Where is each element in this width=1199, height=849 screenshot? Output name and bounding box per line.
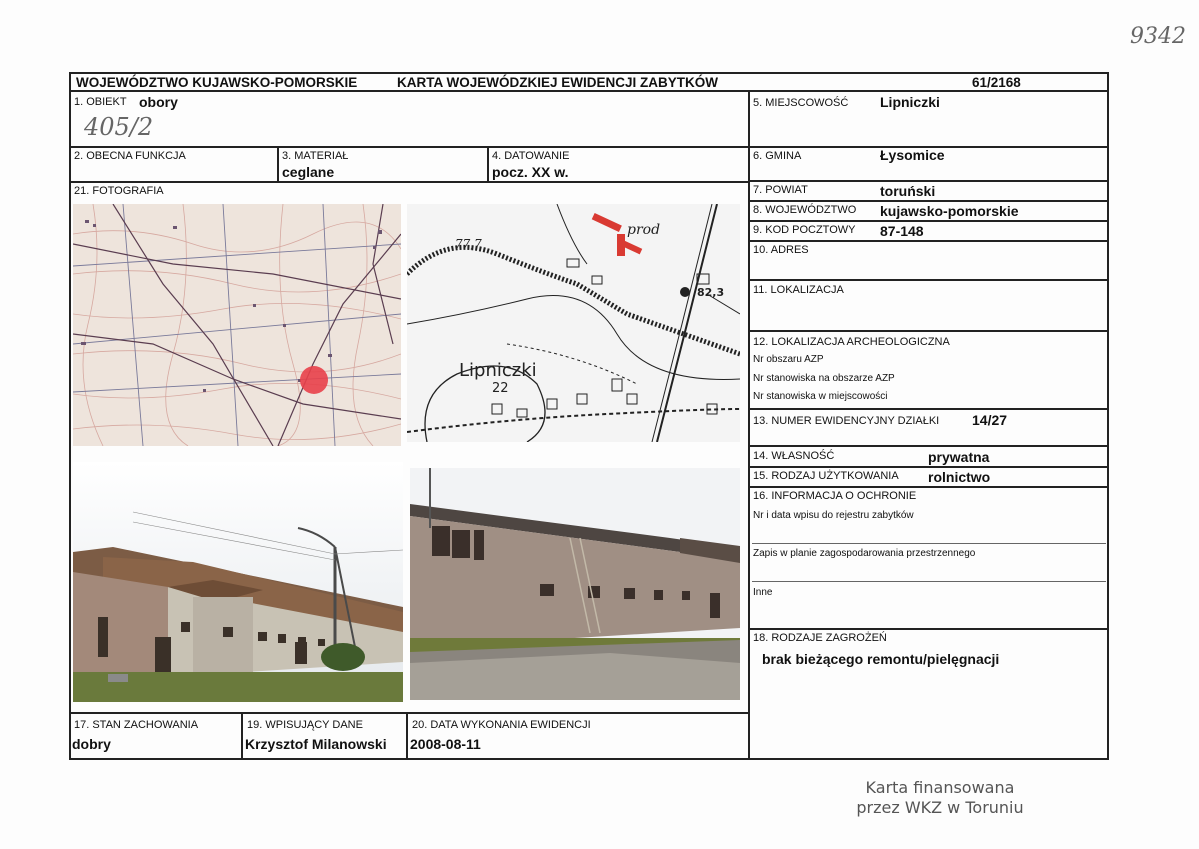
photo-barn-perspective — [73, 462, 403, 702]
wlasnosc-value: prywatna — [928, 449, 990, 465]
datowanie-label: 4. DATOWANIE — [492, 150, 570, 162]
stan-value: dobry — [72, 736, 111, 752]
kod-value: 87-148 — [880, 223, 924, 239]
obiekt-label: 1. OBIEKT — [74, 96, 127, 108]
stamp-line-1: Karta finansowana — [865, 778, 1015, 797]
ochrona-label: 16. INFORMACJA O OCHRONIE — [753, 490, 917, 502]
funkcja-label: 2. OBECNA FUNKCJA — [74, 150, 186, 162]
data-label: 20. DATA WYKONANIA EWIDENCJI — [412, 719, 591, 731]
ochrona-rejestr: Nr i data wpisu do rejestru zabytków — [753, 510, 914, 521]
stamp-line-2: przez WKZ w Toruniu — [856, 798, 1024, 817]
miejscowosc-value: Lipniczki — [880, 94, 940, 110]
topographic-map-overview — [73, 204, 401, 446]
card-number: 61/2168 — [972, 75, 1021, 90]
uzytkowanie-value: rolnictwo — [928, 469, 991, 485]
powiat-value: toruński — [880, 183, 936, 199]
zagrozenia-value: brak bieżącego remontu/pielęgnacji — [762, 651, 1000, 667]
kod-label: 9. KOD POCZTOWY — [753, 224, 856, 236]
adres-label: 10. ADRES — [753, 244, 809, 256]
ochrona-inne: Inne — [753, 587, 773, 598]
wojewodztwo-value: kujawsko-pomorskie — [880, 203, 1019, 219]
map-village-label: Lipniczki — [459, 360, 537, 381]
gmina-value: Łysomice — [880, 147, 945, 163]
header-region: WOJEWÓDZTWO KUJAWSKO-POMORSKIE — [76, 75, 358, 90]
map-prod-label: prod — [627, 222, 661, 238]
fotografia-label: 21. FOTOGRAFIA — [74, 185, 164, 197]
topographic-map-detail — [407, 204, 740, 442]
material-value: ceglane — [282, 164, 335, 180]
archeo-line-3: Nr stanowiska w miejscowości — [753, 391, 888, 402]
wlasnosc-label: 14. WŁASNOŚĆ — [753, 450, 835, 462]
ochrona-plan: Zapis w planie zagospodarowania przestrzennego — [753, 548, 976, 559]
archeo-line-1: Nr obszaru AZP — [753, 354, 824, 365]
gmina-label: 6. GMINA — [753, 150, 802, 162]
lokalizacja-label: 11. LOKALIZACJA — [753, 284, 844, 296]
dzialka-value: 14/27 — [972, 412, 1008, 428]
uzytkowanie-label: 15. RODZAJ UŻYTKOWANIA — [753, 470, 899, 482]
archeo-line-2: Nr stanowiska na obszarze AZP — [753, 373, 895, 384]
wpisujacy-label: 19. WPISUJĄCY DANE — [247, 719, 363, 731]
miejscowosc-label: 5. MIEJSCOWOŚĆ — [753, 97, 849, 109]
photo-barn-front — [410, 468, 740, 700]
zagrozenia-label: 18. RODZAJE ZAGROŻEŃ — [753, 632, 887, 644]
map-number-label: 22 — [492, 381, 509, 396]
powiat-label: 7. POWIAT — [753, 184, 808, 196]
map-elev-label: 77,7 — [455, 237, 482, 251]
datowanie-value: pocz. XX w. — [492, 164, 569, 180]
stan-label: 17. STAN ZACHOWANIA — [74, 719, 199, 731]
archeo-label: 12. LOKALIZACJA ARCHEOLOGICZNA — [753, 336, 950, 348]
handwritten-corner-number: 9342 — [1130, 24, 1186, 49]
wpisujacy-value: Krzysztof Milanowski — [245, 736, 387, 752]
funding-stamp — [855, 778, 1025, 818]
material-label: 3. MATERIAŁ — [282, 150, 349, 162]
header-title: KARTA WOJEWÓDZKIEJ EWIDENCJI ZABYTKÓW — [397, 75, 718, 90]
dzialka-label: 13. NUMER EWIDENCYJNY DZIAŁKI — [753, 415, 940, 427]
data-value: 2008-08-11 — [410, 736, 481, 752]
wojewodztwo-label: 8. WOJEWÓDZTWO — [753, 204, 857, 216]
handwritten-object-number: 405/2 — [84, 113, 154, 141]
map-height-label: 82,3 — [697, 286, 725, 299]
obiekt-value: obory — [139, 94, 178, 110]
